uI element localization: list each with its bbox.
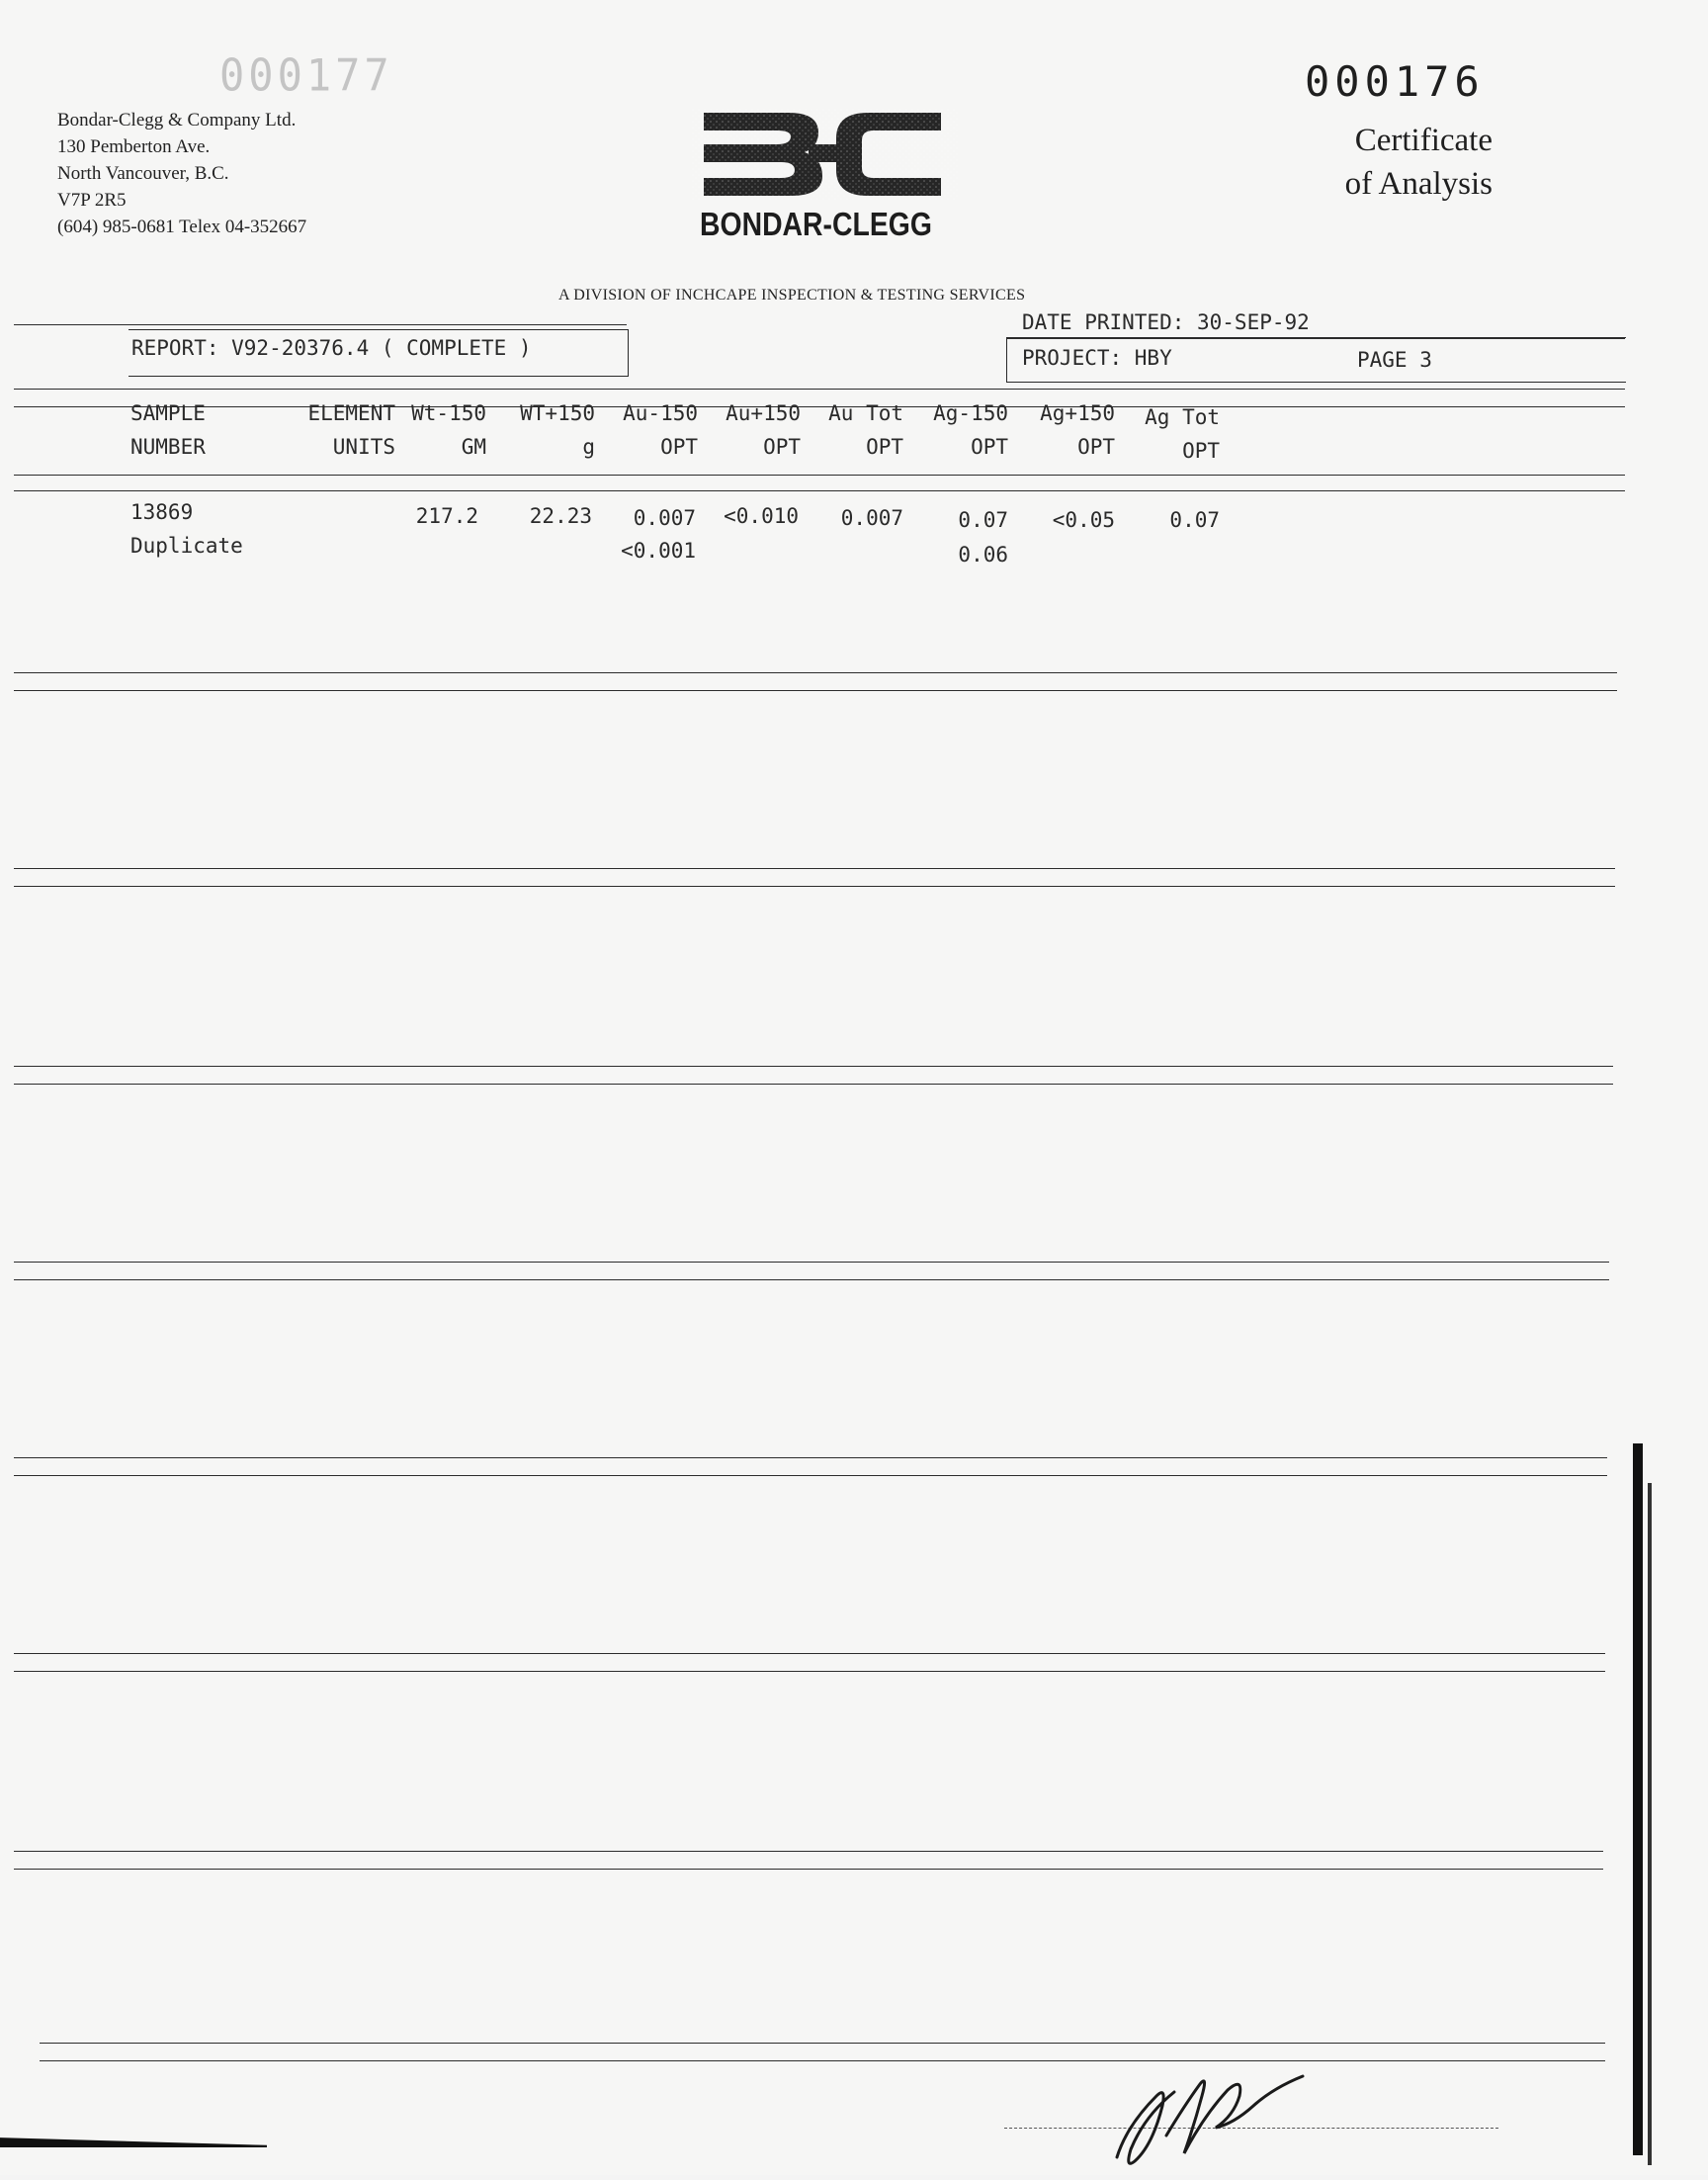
column-header: SAMPLE bbox=[130, 401, 206, 425]
table-cell: 22.23 bbox=[529, 504, 592, 528]
rule-line bbox=[14, 1671, 1605, 1672]
table-cell: 0.007 bbox=[633, 506, 696, 530]
address-line: V7P 2R5 bbox=[57, 190, 127, 211]
column-header: OPT bbox=[1182, 439, 1220, 463]
rule-line bbox=[40, 2043, 1605, 2044]
table-cell: 0.07 bbox=[958, 508, 1008, 532]
report-id: REPORT: V92-20376.4 ( COMPLETE ) bbox=[131, 336, 532, 360]
rule-line bbox=[14, 389, 1625, 390]
company-address bbox=[57, 107, 306, 240]
rule-line bbox=[14, 1262, 1609, 1263]
scan-corner-mark bbox=[0, 2126, 267, 2147]
column-header: NUMBER bbox=[130, 435, 206, 459]
address-line: (604) 985-0681 Telex 04-352667 bbox=[57, 217, 307, 237]
date-printed: DATE PRINTED: 30-SEP-92 bbox=[1022, 310, 1310, 334]
project-code: PROJECT: HBY bbox=[1022, 346, 1172, 370]
handwritten-signature bbox=[1105, 2066, 1332, 2180]
table-cell: 0.06 bbox=[958, 543, 1008, 567]
column-header: GM bbox=[461, 435, 486, 459]
rule-line bbox=[14, 1084, 1613, 1085]
table-cell: <0.001 bbox=[621, 539, 696, 563]
sample-number: Duplicate bbox=[130, 534, 243, 558]
certificate-title-line: Certificate bbox=[1354, 123, 1493, 158]
rule-line bbox=[14, 490, 1625, 491]
rule-line bbox=[14, 1851, 1603, 1852]
certificate-number: 000176 bbox=[1305, 57, 1485, 106]
column-header: Ag-150 bbox=[933, 401, 1008, 425]
rule-line bbox=[14, 475, 1625, 476]
table-cell: <0.05 bbox=[1052, 508, 1115, 532]
column-header: Au Tot bbox=[828, 401, 903, 425]
rule-line bbox=[14, 324, 627, 325]
column-header: Ag+150 bbox=[1040, 401, 1115, 425]
address-line: Bondar-Clegg & Company Ltd. bbox=[57, 110, 297, 131]
column-header: Ag Tot bbox=[1145, 405, 1220, 429]
bondar-clegg-logo bbox=[692, 109, 959, 200]
column-header: OPT bbox=[763, 435, 801, 459]
scan-edge-bar bbox=[1648, 1483, 1652, 2165]
column-header: ELEMENT bbox=[307, 401, 395, 425]
column-header: OPT bbox=[971, 435, 1008, 459]
column-header: Au+150 bbox=[726, 401, 801, 425]
address-line: 130 Pemberton Ave. bbox=[57, 136, 211, 157]
column-header: WT+150 bbox=[520, 401, 595, 425]
rule-line bbox=[14, 1066, 1613, 1067]
rule-line bbox=[14, 886, 1615, 887]
rule-line bbox=[14, 1279, 1609, 1280]
table-cell: 217.2 bbox=[415, 504, 478, 528]
table-cell: 0.007 bbox=[840, 506, 903, 530]
rule-line bbox=[14, 1653, 1605, 1654]
rule-line bbox=[14, 690, 1617, 691]
column-header: Au-150 bbox=[623, 401, 698, 425]
rule-line bbox=[14, 1475, 1607, 1476]
column-header: OPT bbox=[1077, 435, 1115, 459]
rule-line bbox=[14, 868, 1615, 869]
sample-number: 13869 bbox=[130, 500, 194, 524]
bc-logo-icon bbox=[692, 109, 959, 200]
rule-line bbox=[40, 2060, 1605, 2061]
certificate-title-line: of Analysis bbox=[1344, 166, 1493, 202]
column-header: Wt-150 bbox=[411, 401, 486, 425]
signature-icon bbox=[1105, 2066, 1332, 2175]
division-tagline: A DIVISION OF INCHCAPE INSPECTION & TESTING SERVICES bbox=[558, 287, 1026, 304]
logo-wordmark: BONDAR-CLEGG bbox=[700, 206, 932, 242]
rule-line bbox=[14, 1869, 1603, 1870]
column-header: OPT bbox=[866, 435, 903, 459]
column-header: OPT bbox=[660, 435, 698, 459]
table-cell: <0.010 bbox=[724, 504, 799, 528]
column-header: UNITS bbox=[332, 435, 395, 459]
certificate-title bbox=[1305, 119, 1493, 206]
table-cell: 0.07 bbox=[1169, 508, 1220, 532]
scan-edge-bar bbox=[1633, 1443, 1643, 2155]
rule-line bbox=[14, 1457, 1607, 1458]
rule-line bbox=[14, 672, 1617, 673]
column-header: g bbox=[582, 435, 595, 459]
page-number: PAGE 3 bbox=[1357, 348, 1432, 372]
address-line: North Vancouver, B.C. bbox=[57, 163, 229, 184]
faint-stamp-number: 000177 bbox=[219, 49, 393, 102]
